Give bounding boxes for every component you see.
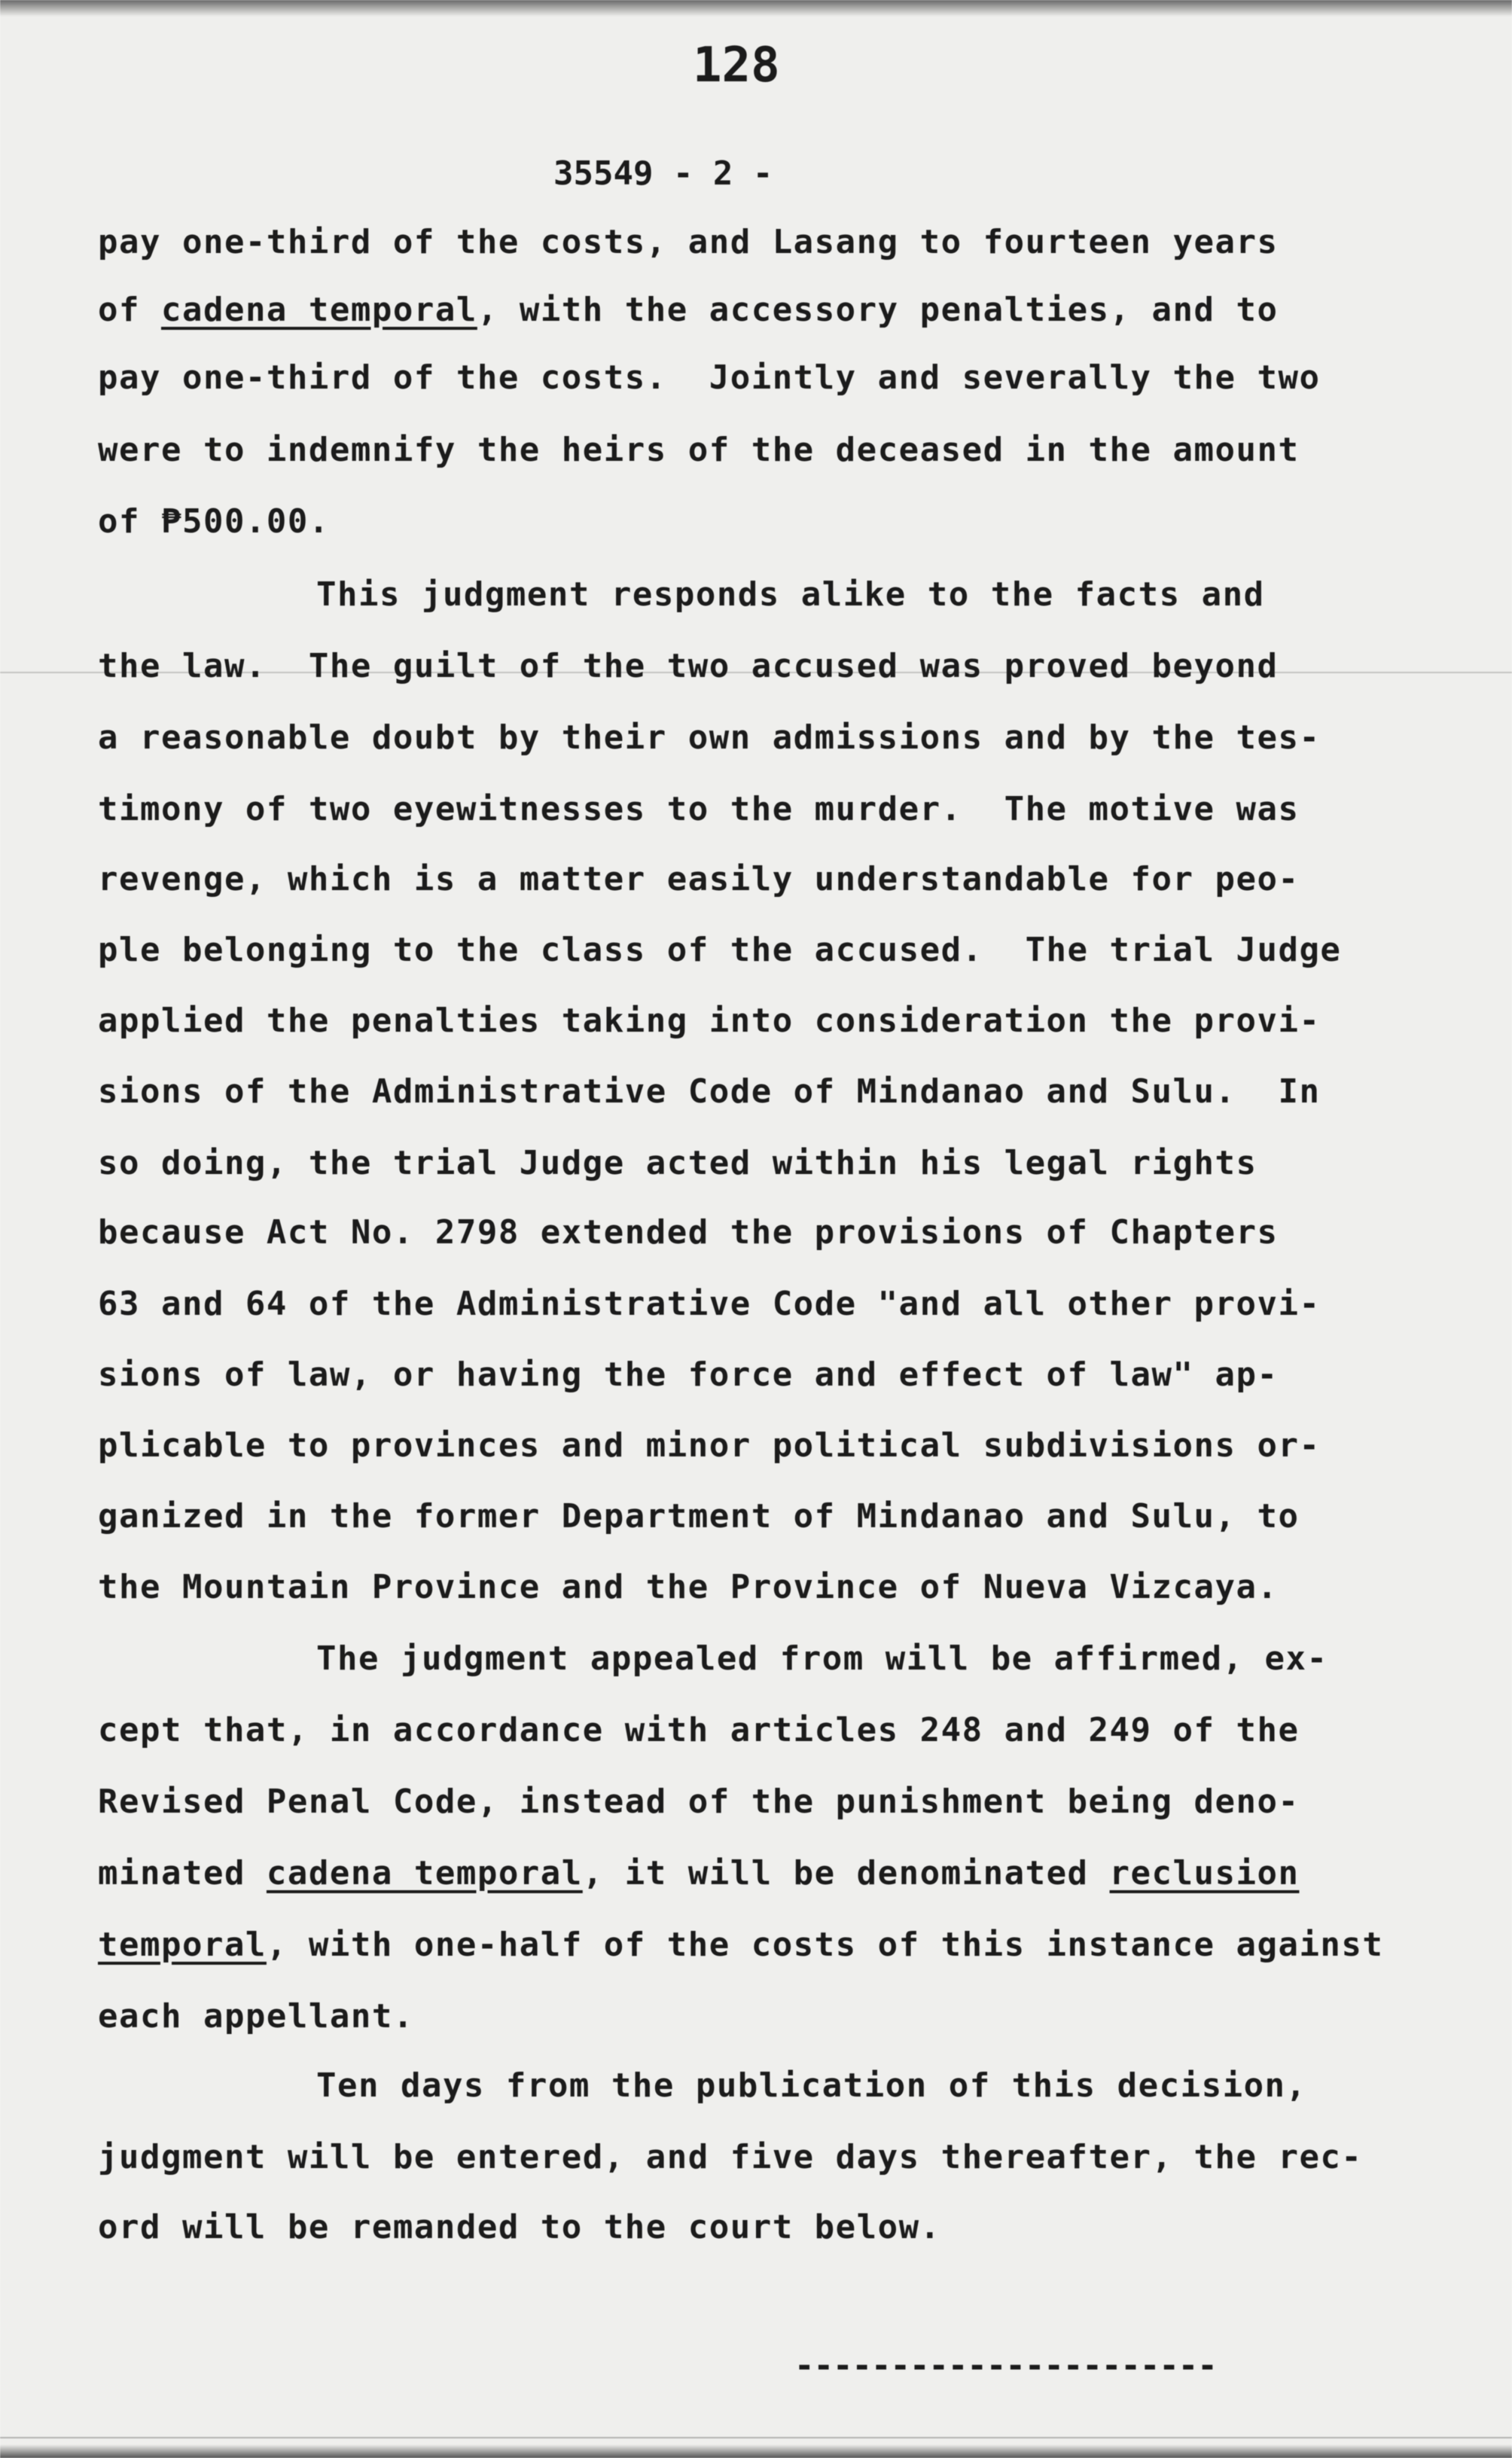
- text-line: The judgment appealed from will be affirmed, ex-: [316, 1639, 1328, 1678]
- text-line: each appellant.: [98, 1997, 414, 2036]
- text-fragment: , with one-half of the costs of this instance against: [266, 1926, 1384, 1964]
- text-line: Revised Penal Code, instead of the punishment being deno-: [98, 1783, 1300, 1821]
- text-line: because Act No. 2798 extended the provisions of Chapters: [98, 1213, 1279, 1252]
- underlined-term: cadena temporal: [266, 1854, 583, 1892]
- text-line: of ₱500.00.: [98, 502, 330, 541]
- text-line: plicable to provinces and minor political subdivisions or-: [98, 1426, 1321, 1465]
- text-line: the Mountain Province and the Province of Nueva Vizcaya.: [98, 1568, 1279, 1606]
- text-fragment: , it will be denominated: [582, 1854, 1110, 1892]
- text-line: sions of the Administrative Code of Mindanao and Sulu. In: [98, 1072, 1321, 1111]
- text-line: were to indemnify the heirs of the deceased in the amount: [98, 431, 1300, 469]
- text-line: cept that, in accordance with articles 248 and 249 of the: [98, 1711, 1300, 1749]
- underlined-term: cadena temporal: [160, 291, 477, 329]
- text-line: applied the penalties taking into consideration the provi-: [98, 1002, 1321, 1040]
- underlined-term: reclusion: [1109, 1854, 1300, 1892]
- text-line: 63 and 64 of the Administrative Code "and all other provi-: [98, 1285, 1321, 1323]
- text-line: sions of law, or having the force and effect of law" ap-: [98, 1356, 1279, 1394]
- text-line: judgment will be entered, and five days thereafter, the rec-: [98, 2138, 1363, 2176]
- text-line: a reasonable doubt by their own admissions and by the tes-: [98, 718, 1321, 757]
- case-reference: 35549 - 2 -: [553, 154, 773, 193]
- scan-edge-bottom: [0, 2444, 1512, 2458]
- text-line: timony of two eyewitnesses to the murder. The motive was: [98, 790, 1300, 828]
- text-line: [98, 288, 1278, 333]
- text-line: ord will be remanded to the court below.: [98, 2208, 941, 2246]
- signature-line: ----------------------: [794, 2347, 1217, 2385]
- text-line: revenge, which is a matter easily understandable for peo-: [98, 860, 1300, 898]
- scan-edge-top: [0, 0, 1512, 17]
- text-line: pay one-third of the costs. Jointly and severally the two: [98, 358, 1321, 397]
- text-fragment: of: [98, 291, 161, 329]
- text-line: the law. The guilt of the two accused was proved beyond: [98, 647, 1279, 685]
- text-fragment: , with the accessory penalties, and to: [477, 291, 1279, 329]
- scan-artifact-line-bottom: [0, 2437, 1512, 2438]
- text-line: [98, 1851, 1299, 1896]
- text-line: pay one-third of the costs, and Lasang to fourteen years: [98, 223, 1279, 261]
- text-line: ganized in the former Department of Mindanao and Sulu, to: [98, 1497, 1300, 1535]
- text-line: [98, 1923, 1383, 1968]
- page-number: 128: [693, 38, 780, 93]
- text-line: This judgment responds alike to the facts and: [316, 575, 1265, 614]
- text-line: ple belonging to the class of the accused. The trial Judge: [98, 931, 1342, 969]
- text-line: so doing, the trial Judge acted within his legal rights: [98, 1144, 1257, 1182]
- underlined-term: temporal: [98, 1926, 267, 1964]
- text-line: Ten days from the publication of this decision,: [316, 2066, 1307, 2105]
- text-fragment: minated: [98, 1854, 267, 1892]
